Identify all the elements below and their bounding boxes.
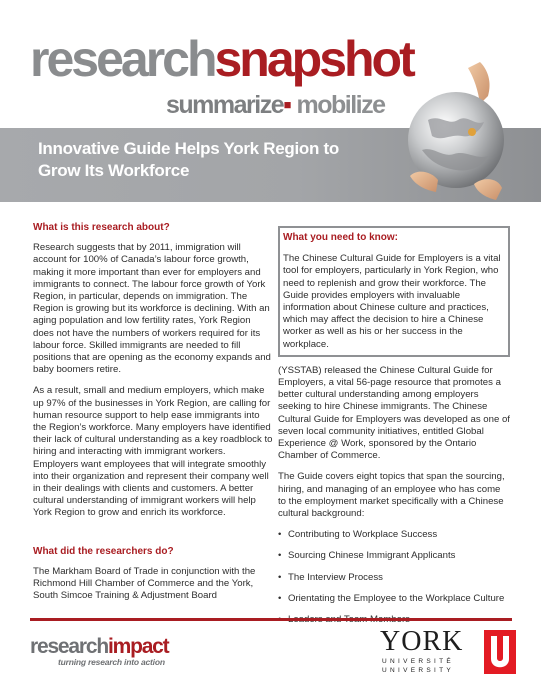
york-wordmark: YORK	[380, 626, 464, 657]
callout-text: The Chinese Cultural Guide for Employers is a vital tool for employers, particularly in York Region, who need to replenish and grow their workforce. The Guide provides employers with invaluable information about Chinese culture and practices, which may affect the decision to hire a Chinese worker as well as his or her success in the workplace.	[283, 253, 501, 350]
logo-tagline	[166, 93, 385, 118]
logo-word-snapshot: snapshot	[214, 31, 413, 87]
left-column	[33, 222, 273, 611]
impact-word-research: research	[30, 635, 108, 658]
title-line-2: Grow Its Workforce	[38, 161, 190, 180]
paragraph-research-suggests: Research suggests that by 2011, immigration will account for 100% of Canada’s labour force growth, making it more important than ever for employers and immigrants to connect. The labour force growth of York Region, in particular, depends on immigration. The Region is growing but its workforce is declining. With an aging population and low fertility rates, York Region does not have the numbers of workers required for its labour force. Skilled immigrants are needed to fill positions that are opening as the economy expands and baby boomers retire.	[33, 242, 271, 376]
research-impact-logo	[30, 635, 169, 667]
heading-what-did-researchers-do: What did the researchers do?	[33, 545, 174, 557]
tagline-summarize: summarize	[166, 91, 284, 119]
right-column	[278, 226, 510, 635]
globe-hand-icon	[388, 60, 528, 210]
list-item: • Sourcing Chinese Immigrant Applicants	[278, 550, 510, 562]
research-snapshot-logo	[30, 31, 413, 87]
heading-what-is-research: What is this research about?	[33, 222, 170, 233]
york-university: UNIVERSITY	[382, 667, 455, 674]
impact-word-impact: impact	[107, 635, 169, 658]
paragraph-ysstab: (YSSTAB) released the Chinese Cultural Guide for Employers, a vital 56-page resource that promotes a better cultural understanding among employers seeking to hire Chinese immigrants. The Chinese Cultural Guide for Employers was developed as one of seven local community initiatives, entitled Global Experience @ Work, sponsored by the Ontario Chamber of Commerce.	[278, 364, 510, 462]
list-item: • The Interview Process	[278, 572, 510, 584]
impact-tagline: turning research into action	[58, 657, 165, 667]
callout-heading: What you need to know:	[283, 232, 398, 243]
york-university-logo	[376, 628, 516, 674]
logo-word-research: research	[30, 31, 215, 87]
york-u-icon	[484, 630, 516, 674]
list-item: • Orientating the Employee to the Workplace Culture	[278, 593, 510, 605]
topics-list	[278, 529, 510, 626]
tagline-dot-icon: ▪	[283, 91, 291, 119]
page-title	[38, 138, 368, 182]
footer-divider	[30, 618, 512, 621]
title-line-1: Innovative Guide Helps York Region to	[38, 139, 339, 158]
tagline-mobilize: mobilize	[296, 91, 385, 119]
paragraph-markham-board: The Markham Board of Trade in conjunction with the Richmond Hill Chamber of Commerce and the York, South Simcoe Training & Adjustment Board	[33, 565, 256, 602]
list-item: • Contributing to Workplace Success	[278, 529, 510, 541]
york-universite: UNIVERSITÉ	[382, 658, 455, 665]
paragraph-as-a-result: As a result, small and medium employers, which make up 97% of the businesses in York Region, are calling for human resource support to help ease immigrants into the Region’s workforce. Many employers have identified their lack of cultural understanding as a key roadblock to hiring and interacting with immigrant workers. Employers want employees that will integrate smoothly into their organization and represent their company well in their dealings with clients and customers. A better cultural understanding of immigrant workers will help York Region to grow and enrich its workforce.	[33, 385, 273, 519]
callout-what-you-need-to-know	[278, 226, 510, 357]
paragraph-guide-covers: The Guide covers eight topics that span the sourcing, hiring, and managing of an employee who has come to the employment market specifically with a Chinese cultural background:	[278, 471, 505, 520]
